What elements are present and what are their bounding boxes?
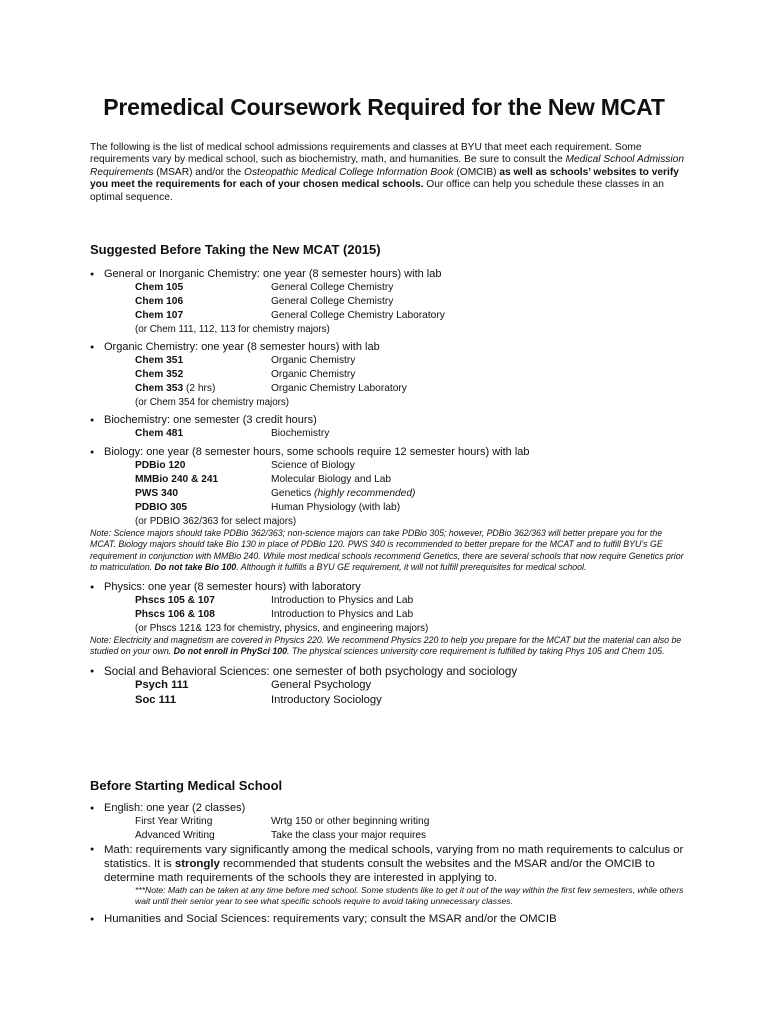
course-code: MMBio 240 & 241	[135, 474, 219, 485]
bullet-humanities: ● Humanities and Social Sciences: requirements vary; consult the MSAR and/or the OMCIB	[90, 913, 690, 926]
course-row	[90, 309, 690, 323]
course-row	[90, 281, 690, 295]
course-row	[90, 459, 690, 473]
note-warning: Do not enroll in PhySci 100	[173, 646, 288, 657]
course-row	[90, 501, 690, 515]
english-value: Wrtg 150 or other beginning writing	[271, 816, 430, 827]
math-text: Math: requirements vary significantly among the medical schools, varying from no math requirements to calculus or statistics. It is	[104, 844, 684, 870]
intro-emphasis: as well as schools’ websites to verify you meet the requirements for each of your chosen medical schools.	[90, 166, 679, 191]
course-name: Organic Chemistry Laboratory	[271, 383, 407, 394]
section-medical-school	[90, 802, 690, 926]
course-code: Chem 481	[135, 428, 184, 439]
course-name: Molecular Biology and Lab	[271, 474, 392, 485]
course-code: Psych 111	[135, 679, 189, 692]
physics-note	[90, 635, 690, 658]
bullet-english: ● English: one year (2 classes)	[90, 802, 690, 815]
course-alternative: (or Chem 111, 112, 113 for chemistry majors)	[135, 324, 330, 335]
section-heading-medical-school: Before Starting Medical School	[90, 778, 283, 793]
course-name: General College Chemistry	[271, 282, 394, 293]
math-emphasis: strongly	[174, 858, 220, 870]
course-alternative: (or Phscs 121& 123 for chemistry, physics, and engineering majors)	[135, 622, 429, 634]
course-code: PDBio 120	[135, 460, 186, 471]
course-name: Introductory Sociology	[271, 694, 382, 707]
course-name: Human Physiology (with lab)	[271, 502, 401, 513]
course-row	[90, 368, 690, 382]
course-row	[90, 608, 690, 622]
note-text: . Although it fulfills a BYU GE requirement, it will not fulfill prerequisites for medical school.	[236, 562, 587, 573]
course-code: Phscs 105 & 107	[135, 594, 215, 606]
page-title: Premedical Coursework Required for the New MCAT	[103, 94, 665, 120]
course-name: Introduction to Physics and Lab	[271, 594, 414, 606]
note-text: . The physical sciences university core requirement is fulfilled by taking Phys 105 and Chem 105.	[287, 646, 665, 657]
note-text: Note: Science majors should take PDBio 362/363; non-science majors can take PDBio 305; however, PDBio 362/363 will better prepare you for the MCAT. Biology majors should take Bio 130 in place of PDBio 120. PWS 340 is recommended to better prepare for the MCAT and to fulfill BYU’s GE requirement in conjunction with MMBio 240. While most medical schools recommend Genetics, there are several schools that now require Genetics prior to matriculation.	[90, 528, 684, 573]
course-row	[90, 678, 690, 693]
course-row	[90, 382, 690, 396]
intro-text: Our office can help you schedule these classes in an optimal sequence.	[90, 179, 664, 203]
course-code: Soc 111	[135, 694, 177, 707]
msar-title: Medical School Admission Requirements	[90, 154, 684, 178]
english-label: First Year Writing	[135, 816, 213, 827]
course-code: Chem 351	[135, 355, 184, 366]
course-code: Chem 107	[135, 310, 184, 321]
course-row	[90, 693, 690, 708]
course-row	[90, 594, 690, 608]
course-code: Chem 353	[135, 383, 184, 394]
course-code: Chem 352	[135, 369, 184, 380]
section-heading-mcat: Suggested Before Taking the New MCAT (2015)	[90, 242, 381, 257]
course-name-cell	[271, 487, 690, 501]
english-row	[90, 829, 690, 843]
intro-text: (OMCIB)	[453, 166, 500, 178]
bullet-organic-chemistry: ● Organic Chemistry: one year (8 semester hours) with lab	[90, 341, 690, 354]
english-row	[90, 815, 690, 829]
math-note: ***Note: Math can be taken at any time before med school. Some students like to get it out of the way within the first few semesters, while others wait until their senior year to see what specific schools require to avoid taking unnecessary classes.	[135, 885, 684, 906]
course-name: Introduction to Physics and Lab	[271, 608, 414, 620]
course-alternative: (or PDBIO 362/363 for select majors)	[135, 516, 297, 527]
course-name: Genetics	[271, 488, 315, 499]
course-code: PWS 340	[135, 488, 179, 499]
course-name: Biochemistry	[271, 428, 330, 439]
omcib-title: Osteopathic Medical College Information Book	[244, 166, 454, 178]
bullet-biochemistry: ● Biochemistry: one semester (3 credit hours)	[90, 414, 690, 427]
bullet-physics: ● Physics: one year (8 semester hours) with laboratory	[90, 581, 690, 594]
english-label: Advanced Writing	[135, 830, 215, 841]
course-code: Chem 105	[135, 282, 184, 293]
course-row	[90, 487, 690, 501]
bullet-biology: ● Biology: one year (8 semester hours, some schools require 12 semester hours) with lab	[90, 446, 690, 459]
course-name: General Psychology	[271, 679, 372, 692]
course-code: PDBIO 305	[135, 502, 188, 513]
course-hours: (2 hrs)	[183, 383, 216, 394]
math-text: recommended that students consult the websites and the MSAR and/or the OMCIB to determine math requirements of the schools they are interested in applying to.	[104, 858, 655, 884]
course-name: General College Chemistry	[271, 296, 394, 307]
course-code: Phscs 106 & 108	[135, 608, 215, 620]
intro-paragraph	[90, 142, 690, 204]
course-name: General College Chemistry Laboratory	[271, 310, 445, 321]
course-name: Science of Biology	[271, 460, 355, 471]
bullet-general-chemistry: ● General or Inorganic Chemistry: one year (8 semester hours) with lab	[90, 268, 690, 281]
note-warning: Do not take Bio 100	[154, 562, 237, 573]
bullet-social-sciences: ● Social and Behavioral Sciences: one semester of both psychology and sociology	[90, 665, 690, 678]
note-text: Note: Electricity and magnetism are covered in Physics 220. We recommend Physics 220 to help you prepare for the MCAT but the material can also be studied on your own.	[90, 634, 682, 657]
course-row	[90, 473, 690, 487]
intro-text: The following is the list of medical school admissions requirements and classes at BYU that meet each requirement. Some requirements vary by medical school, such as biochemistry, math, and humanities. Be sure to consult the	[90, 142, 642, 166]
section-mcat	[90, 268, 690, 708]
english-value: Take the class your major requires	[271, 830, 427, 841]
biology-note	[90, 528, 690, 574]
intro-text: (MSAR) and/or the	[153, 166, 245, 178]
bullet-math	[90, 843, 690, 885]
course-row	[90, 295, 690, 309]
course-name: Organic Chemistry	[271, 355, 356, 366]
course-code-cell	[135, 382, 271, 396]
course-recommendation: (highly recommended)	[314, 488, 416, 499]
course-code: Chem 106	[135, 296, 184, 307]
course-alternative: (or Chem 354 for chemistry majors)	[135, 397, 290, 408]
course-name: Organic Chemistry	[271, 369, 356, 380]
course-row	[90, 427, 690, 441]
course-row	[90, 354, 690, 368]
